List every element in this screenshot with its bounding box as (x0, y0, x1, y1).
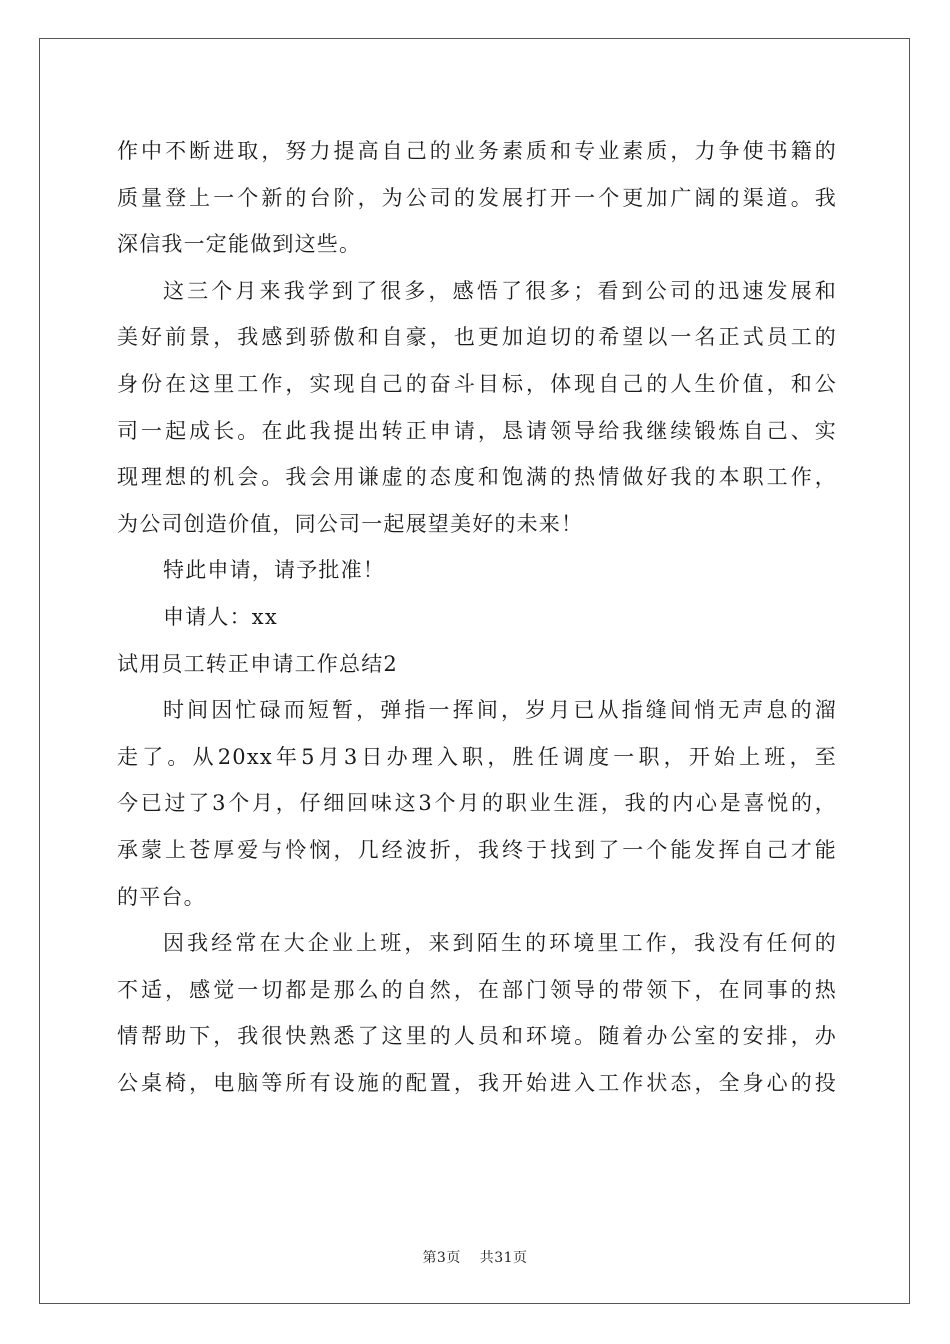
applicant-signature: 申请人：xx (163, 604, 278, 629)
text-line: 质量登上一个新的台阶，为公司的发展打开一个更加广阔的渠道。我 (117, 185, 837, 210)
text-line: 不适，感觉一切都是那么的自然，在部门领导的带领下，在同事的热 (117, 977, 837, 1002)
closing-request: 特此申请，请予批准！ (163, 558, 385, 583)
text-line: 现理想的机会。我会用谦虚的态度和饱满的热情做好我的本职工作， (117, 465, 837, 490)
page-footer (0, 1247, 950, 1267)
text-line: 身份在这里工作，实现自己的奋斗目标，体现自己的人生价值，和公 (117, 371, 837, 396)
text-line: 承蒙上苍厚爱与怜悯，几经波折，我终于找到了一个能发挥自己才能 (117, 837, 837, 862)
text-line: 司一起成长。在此我提出转正申请，恳请领导给我继续锻炼自己、实 (117, 418, 837, 443)
text-line: 公桌椅，电脑等所有设施的配置，我开始进入工作状态，全身心的投 (117, 1070, 837, 1095)
text-line: 美好前景，我感到骄傲和自豪，也更加迫切的希望以一名正式员工的 (117, 325, 837, 350)
paragraph-first-line: 因我经常在大企业上班，来到陌生的环境里工作，我没有任何的 (163, 931, 837, 956)
page-number: 第3页 (422, 1250, 461, 1266)
document-body (117, 128, 837, 1106)
text-line: 情帮助下，我很快熟悉了这里的人员和环境。随着办公室的安排，办 (117, 1024, 837, 1049)
text-line: 的平台。 (117, 884, 206, 909)
text-line: 深信我一定能做到这些。 (117, 232, 362, 257)
text-line: 今已过了3个月，仔细回味这3个月的职业生涯，我的内心是喜悦的， (117, 791, 837, 816)
paragraph-first-line: 时间因忙碌而短暂，弹指一挥间，岁月已从指缝间悄无声息的溜 (163, 698, 837, 723)
paragraph-first-line: 这三个月来我学到了很多，感悟了很多；看到公司的迅速发展和 (163, 278, 837, 303)
page-total: 共31页 (479, 1250, 528, 1266)
section-title: 试用员工转正申请工作总结2 (117, 651, 398, 676)
text-line: 为公司创造价值，同公司一起展望美好的未来！ (117, 511, 584, 536)
text-line: 走了。从20xx年5月3日办理入职，胜任调度一职，开始上班，至 (117, 744, 837, 769)
text-line: 作中不断进取，努力提高自己的业务素质和专业素质，力争使书籍的 (117, 139, 837, 163)
